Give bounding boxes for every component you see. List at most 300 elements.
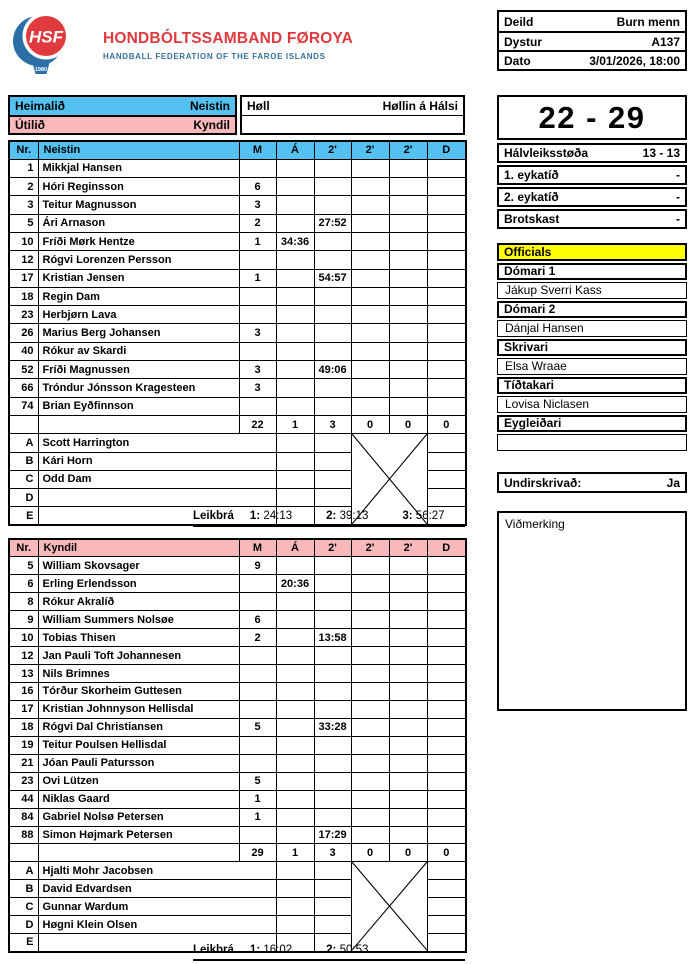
suspension1-cell (314, 593, 351, 611)
goals-cell (239, 306, 276, 324)
match-info-value: Burn menn (616, 14, 680, 29)
suspension1-cell (314, 683, 351, 701)
player-row (9, 361, 466, 379)
player-number: 40 (9, 342, 38, 360)
goals-cell (239, 159, 276, 177)
suspension3-cell (389, 808, 427, 826)
suspension3-cell (389, 557, 427, 575)
clock-period-3: 3: 56:27 (402, 510, 445, 522)
team-official-row: E (9, 934, 466, 952)
away-team-row (10, 115, 235, 133)
home-totals-row (9, 415, 466, 433)
away-roster-table (8, 538, 467, 953)
player-number: 1 (9, 159, 38, 177)
score-detail-label: 1. eykatíð (504, 168, 559, 182)
player-name: Marius Berg Johansen (38, 324, 239, 342)
suspension1-cell (314, 251, 351, 269)
suspension2-cell (351, 718, 389, 736)
suspension1-cell (314, 287, 351, 305)
match-info-row (499, 12, 685, 31)
dq-cell (427, 251, 466, 269)
suspension3-cell (389, 629, 427, 647)
suspension1-cell (314, 397, 351, 415)
warning-cell (276, 287, 314, 305)
suspension1-cell (314, 647, 351, 665)
player-row (9, 306, 466, 324)
team-official-row: C Gunnar Wardum (9, 898, 466, 916)
suspension3-cell (389, 269, 427, 287)
player-row (9, 342, 466, 360)
score-detail-value: - (676, 190, 680, 204)
dq-cell (427, 629, 466, 647)
away-game-clock: Leikbrá 1: 16:02 2: 50:53 (193, 944, 465, 961)
score-detail-label: 2. eykatíð (504, 190, 559, 204)
warning-cell (276, 826, 314, 844)
player-name: Jóan Pauli Patursson (38, 754, 239, 772)
suspension2-cell (351, 397, 389, 415)
player-number: 17 (9, 700, 38, 718)
dq-cell (427, 790, 466, 808)
match-info-label: Dato (504, 53, 531, 68)
official-name (497, 434, 687, 451)
team-official-name (38, 489, 276, 507)
goals-cell: 2 (239, 629, 276, 647)
suspension3-cell (389, 196, 427, 214)
player-number: 16 (9, 683, 38, 701)
player-name: William Skovsager (38, 557, 239, 575)
suspension3-cell (389, 178, 427, 196)
signed-label: Undirskrivað: (504, 475, 582, 490)
team-official-row: B Kári Horn (9, 452, 466, 470)
team-official-row: D (9, 489, 466, 507)
player-row (9, 772, 466, 790)
warning-cell (276, 306, 314, 324)
officials-panel (497, 243, 687, 453)
goals-cell (239, 287, 276, 305)
player-row (9, 159, 466, 177)
player-row (9, 683, 466, 701)
suspension1-cell (314, 808, 351, 826)
suspension2-cell (351, 826, 389, 844)
warning-cell (276, 736, 314, 754)
dq-cell (427, 361, 466, 379)
suspension2-cell (351, 754, 389, 772)
match-info-box (497, 10, 687, 71)
suspension3-cell (389, 361, 427, 379)
suspension1-cell: 27:52 (314, 214, 351, 232)
team-official-name: Hjalti Mohr Jacobsen (38, 862, 276, 880)
suspension2-cell (351, 772, 389, 790)
player-name: Mikkjal Hansen (38, 159, 239, 177)
warning-cell (276, 342, 314, 360)
goals-cell (239, 593, 276, 611)
player-row (9, 611, 466, 629)
score-detail-row (497, 165, 687, 185)
total-goals: 22 (239, 415, 276, 433)
goals-cell (239, 826, 276, 844)
goals-cell: 3 (239, 379, 276, 397)
player-number: 9 (9, 611, 38, 629)
remarks-box (497, 511, 687, 711)
warning-cell (276, 196, 314, 214)
total-dq: 0 (427, 844, 466, 862)
player-row (9, 718, 466, 736)
player-name: Herbjørn Lava (38, 306, 239, 324)
suspension1-cell (314, 196, 351, 214)
player-number: 26 (9, 324, 38, 342)
total-warnings: 1 (276, 844, 314, 862)
score-detail-value: 13 - 13 (642, 146, 680, 160)
col-number: Nr. (9, 539, 38, 557)
suspension2-cell (351, 808, 389, 826)
dq-cell (427, 683, 466, 701)
player-row (9, 379, 466, 397)
col-number: Nr. (9, 141, 38, 159)
away-totals-row (9, 844, 466, 862)
suspension3-cell (389, 826, 427, 844)
player-name: Simon Højmark Petersen (38, 826, 239, 844)
dq-cell (427, 214, 466, 232)
suspension2-cell (351, 214, 389, 232)
player-name: Tórður Skorheim Guttesen (38, 683, 239, 701)
official-role: Dómari 2 (497, 301, 687, 318)
warning-cell (276, 361, 314, 379)
suspension3-cell (389, 379, 427, 397)
official-role: Tíðtakari (497, 377, 687, 394)
player-row (9, 790, 466, 808)
crossed-out-cell (351, 862, 427, 952)
total-susp3: 0 (389, 415, 427, 433)
goals-cell: 1 (239, 232, 276, 250)
player-number: 12 (9, 647, 38, 665)
total-dq: 0 (427, 415, 466, 433)
warning-cell: 20:36 (276, 575, 314, 593)
dq-cell (427, 575, 466, 593)
player-name: Tobias Thisen (38, 629, 239, 647)
warning-cell (276, 269, 314, 287)
warning-cell (276, 754, 314, 772)
suspension2-cell (351, 557, 389, 575)
official-role: Skrivari (497, 339, 687, 356)
home-game-clock: Leikbrá 1: 24:13 2: 39:13 3: 56:27 (193, 510, 465, 527)
player-number: 5 (9, 557, 38, 575)
dq-cell (427, 306, 466, 324)
player-number: 21 (9, 754, 38, 772)
official-role: Dómari 1 (497, 263, 687, 280)
suspension2-cell (351, 196, 389, 214)
player-row (9, 178, 466, 196)
match-info-label: Dystur (504, 34, 543, 49)
warning-cell (276, 665, 314, 683)
suspension1-cell (314, 159, 351, 177)
player-name: Hóri Reginsson (38, 178, 239, 196)
dq-cell (427, 159, 466, 177)
player-number: 88 (9, 826, 38, 844)
officials-title: Officials (497, 243, 687, 261)
goals-cell (239, 683, 276, 701)
match-info-row (499, 50, 685, 69)
col-suspension-2: 2' (351, 141, 389, 159)
away-team-label: Útilið (15, 118, 45, 132)
player-row (9, 647, 466, 665)
goals-cell (239, 397, 276, 415)
team-official-name: Høgni Klein Olsen (38, 916, 276, 934)
player-number: 18 (9, 287, 38, 305)
score-detail-label: Brotskast (504, 212, 560, 226)
player-row (9, 269, 466, 287)
player-number: 10 (9, 232, 38, 250)
player-row (9, 214, 466, 232)
warning-cell (276, 700, 314, 718)
org-subtitle: HANDBALL FEDERATION OF THE FAROE ISLANDS (103, 52, 326, 61)
dq-cell (427, 826, 466, 844)
score-detail-label: Hálvleiksstøða (504, 146, 589, 160)
player-row (9, 557, 466, 575)
team-official-row: D Høgni Klein Olsen (9, 916, 466, 934)
player-number: 2 (9, 178, 38, 196)
dq-cell (427, 178, 466, 196)
warning-cell (276, 557, 314, 575)
warning-cell (276, 379, 314, 397)
suspension2-cell (351, 665, 389, 683)
goals-cell: 6 (239, 611, 276, 629)
player-number: 6 (9, 575, 38, 593)
player-row (9, 287, 466, 305)
goals-cell: 3 (239, 196, 276, 214)
total-susp1: 3 (314, 415, 351, 433)
official-role: Eygleiðari (497, 415, 687, 432)
suspension2-cell (351, 306, 389, 324)
col-suspension-1: 2' (314, 539, 351, 557)
away-roster-team: Kyndil (38, 539, 239, 557)
goals-cell: 3 (239, 324, 276, 342)
player-number: 5 (9, 214, 38, 232)
dq-cell (427, 647, 466, 665)
total-warnings: 1 (276, 415, 314, 433)
warning-cell (276, 647, 314, 665)
goals-cell: 2 (239, 214, 276, 232)
signed-value: Ja (666, 475, 680, 490)
suspension1-cell: 13:58 (314, 629, 351, 647)
total-susp1: 3 (314, 844, 351, 862)
suspension2-cell (351, 575, 389, 593)
dq-cell (427, 324, 466, 342)
official-name: Jákup Sverri Kass (497, 282, 687, 299)
total-susp2: 0 (351, 844, 389, 862)
player-number: 19 (9, 736, 38, 754)
warning-cell (276, 324, 314, 342)
player-name: Rógvi Dal Christiansen (38, 718, 239, 736)
player-name: Kristian Jensen (38, 269, 239, 287)
score-detail-value: - (676, 168, 680, 182)
col-disqualification: D (427, 141, 466, 159)
svg-text:HSF: HSF (29, 27, 63, 47)
player-name: Teitur Magnusson (38, 196, 239, 214)
goals-cell: 1 (239, 808, 276, 826)
goals-cell: 9 (239, 557, 276, 575)
team-official-name: Gunnar Wardum (38, 898, 276, 916)
suspension3-cell (389, 665, 427, 683)
team-official-name: David Edvardsen (38, 880, 276, 898)
player-name: Jan Pauli Toft Johannesen (38, 647, 239, 665)
player-name: Fríði Mørk Hentze (38, 232, 239, 250)
suspension2-cell (351, 790, 389, 808)
clock-period-1: 1: 24:13 (249, 510, 293, 522)
warning-cell (276, 790, 314, 808)
suspension3-cell (389, 736, 427, 754)
dq-cell (427, 397, 466, 415)
team-official-row: A Hjalti Mohr Jacobsen (9, 862, 466, 880)
team-official-row: B David Edvardsen (9, 880, 466, 898)
suspension3-cell (389, 575, 427, 593)
total-goals: 29 (239, 844, 276, 862)
suspension2-cell (351, 287, 389, 305)
warning-cell (276, 611, 314, 629)
dq-cell (427, 593, 466, 611)
warning-cell (276, 214, 314, 232)
suspension1-cell: 54:57 (314, 269, 351, 287)
player-row (9, 826, 466, 844)
player-row (9, 196, 466, 214)
home-roster-table (8, 140, 467, 526)
goals-cell (239, 665, 276, 683)
suspension1-cell (314, 772, 351, 790)
dq-cell (427, 772, 466, 790)
org-title: HONDBÓLTSSAMBAND FØROYA (103, 30, 354, 47)
match-info-label: Deild (504, 14, 534, 29)
suspension1-cell: 17:29 (314, 826, 351, 844)
player-row (9, 397, 466, 415)
clock-period-2: 2: 39:13 (326, 510, 369, 522)
player-name: Regin Dam (38, 287, 239, 305)
suspension3-cell (389, 306, 427, 324)
suspension3-cell (389, 397, 427, 415)
away-roster-header (9, 539, 466, 557)
suspension2-cell (351, 647, 389, 665)
suspension1-cell (314, 665, 351, 683)
warning-cell (276, 159, 314, 177)
suspension3-cell (389, 287, 427, 305)
suspension1-cell: 49:06 (314, 361, 351, 379)
score-detail-row (497, 209, 687, 229)
warning-cell (276, 683, 314, 701)
score-detail-row (497, 143, 687, 163)
col-suspension-1: 2' (314, 141, 351, 159)
col-goals: M (239, 141, 276, 159)
player-row (9, 629, 466, 647)
player-number: 66 (9, 379, 38, 397)
goals-cell: 3 (239, 361, 276, 379)
col-suspension-3: 2' (389, 539, 427, 557)
total-susp2: 0 (351, 415, 389, 433)
teams-box (8, 95, 237, 135)
goals-cell: 5 (239, 718, 276, 736)
player-name: Ovi Lützen (38, 772, 239, 790)
suspension1-cell (314, 342, 351, 360)
warning-cell (276, 772, 314, 790)
dq-cell (427, 611, 466, 629)
suspension2-cell (351, 361, 389, 379)
col-goals: M (239, 539, 276, 557)
hall-name: Høllin á Hálsi (382, 99, 458, 113)
goals-cell (239, 342, 276, 360)
player-name: Fríði Magnussen (38, 361, 239, 379)
goals-cell: 1 (239, 790, 276, 808)
hall-label: Høll (247, 99, 270, 113)
dq-cell (427, 700, 466, 718)
x-mark-icon (352, 862, 427, 950)
warning-cell (276, 629, 314, 647)
suspension2-cell (351, 324, 389, 342)
suspension2-cell (351, 379, 389, 397)
home-team-label: Heimalið (15, 99, 66, 113)
match-info-value: A137 (651, 34, 680, 49)
player-name: Nils Brimnes (38, 665, 239, 683)
player-row (9, 736, 466, 754)
handball-federation-logo-icon (12, 8, 70, 78)
player-row (9, 754, 466, 772)
player-row (9, 700, 466, 718)
player-number: 18 (9, 718, 38, 736)
player-number: 3 (9, 196, 38, 214)
player-row (9, 808, 466, 826)
player-number: 52 (9, 361, 38, 379)
player-number: 44 (9, 790, 38, 808)
dq-cell (427, 379, 466, 397)
suspension3-cell (389, 754, 427, 772)
svg-text:1980: 1980 (34, 67, 48, 73)
suspension3-cell (389, 324, 427, 342)
player-name: William Summers Nolsøe (38, 611, 239, 629)
player-row (9, 251, 466, 269)
match-info-row (499, 31, 685, 50)
suspension3-cell (389, 700, 427, 718)
player-number: 17 (9, 269, 38, 287)
goals-cell (239, 754, 276, 772)
suspension3-cell (389, 232, 427, 250)
player-row (9, 575, 466, 593)
player-row (9, 232, 466, 250)
suspension1-cell (314, 232, 351, 250)
suspension1-cell: 33:28 (314, 718, 351, 736)
team-official-name: Odd Dam (38, 470, 276, 488)
dq-cell (427, 269, 466, 287)
suspension3-cell (389, 718, 427, 736)
final-score: 22 - 29 (497, 95, 687, 140)
suspension1-cell (314, 178, 351, 196)
col-suspension-2: 2' (351, 539, 389, 557)
hall-box (240, 95, 465, 135)
hall-empty-row (242, 115, 463, 133)
suspension1-cell (314, 306, 351, 324)
suspension3-cell (389, 647, 427, 665)
col-warning: Á (276, 141, 314, 159)
suspension2-cell (351, 232, 389, 250)
score-detail-row (497, 187, 687, 207)
home-roster-team: Neistin (38, 141, 239, 159)
player-name: Gabriel Nolsø Petersen (38, 808, 239, 826)
goals-cell (239, 647, 276, 665)
suspension3-cell (389, 593, 427, 611)
warning-cell: 34:36 (276, 232, 314, 250)
dq-cell (427, 736, 466, 754)
goals-cell: 1 (239, 269, 276, 287)
suspension1-cell (314, 700, 351, 718)
dq-cell (427, 718, 466, 736)
team-official-row: C Odd Dam (9, 470, 466, 488)
home-roster-header (9, 141, 466, 159)
suspension2-cell (351, 159, 389, 177)
